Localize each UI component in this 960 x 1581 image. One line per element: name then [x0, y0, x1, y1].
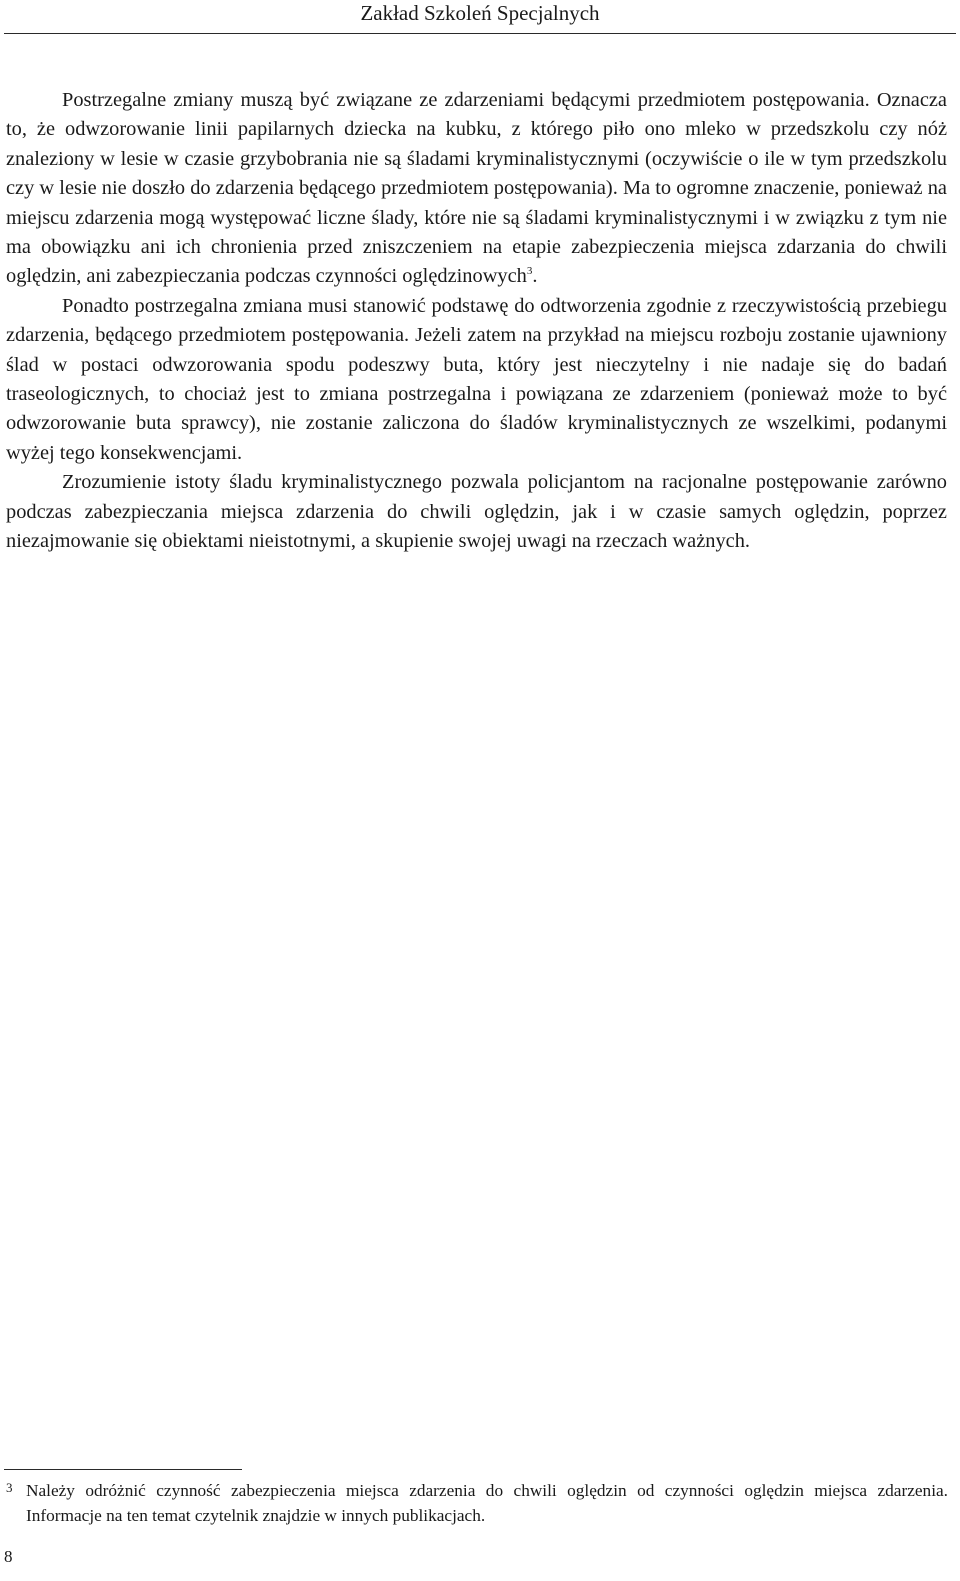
paragraph-text: Postrzegalne zmiany muszą być związane ze zdarzeniami będącymi przedmiotem postępowania. Oznacza to, że odwzorowanie linii papilarnych dziecka na kubku, z którego piło ono mleko w przedszkolu czy nóż znaleziony w lesie w czasie grzybobrania nie są śladami kryminalistycznymi (oczywiście o ile w tym przedszkolu czy w lesie nie doszło do zdarzenia będącego przedmiotem postępowania). Ma to ogromne znaczenie, ponieważ na miejscu zdarzenia mogą występować liczne ślady, które nie są śladami kryminalistycznymi i w związku z tym nie ma obowiązku ani ich chronienia przed zniszczeniem na etapie zabezpieczenia miejsca zdarzania do chwili oględzin, ani zabezpieczania podczas czynności oględzinowych [6, 89, 947, 288]
page-number: 8 [4, 1547, 13, 1566]
paragraph: Ponadto postrzegalna zmiana musi stanowić podstawę do odtworzenia zgodnie z rzeczywistością przebiegu zdarzenia, będącego przedmiotem postępowania. Jeżeli zatem na przykład na miejscu rozboju zostanie ujawniony ślad w postaci odwzorowania spodu podeszwy buta, który jest nieczytelny i nie nadaje się do badań traseologicznych, to chociaż jest to zmiana postrzegalna i powiązana ze zdarzeniem (ponieważ może to być odwzorowanie buta sprawcy), nie zostanie zaliczona do śladów kryminalistycznych ze wszelkimi, podanymi wyżej tego konsekwencjami. [6, 294, 947, 464]
paragraph: Zrozumienie istoty śladu kryminalistycznego pozwala policjantom na racjonalne postępowanie zarówno podczas zabezpieczania miejsca zdarzenia do chwili oględzin, jak i w czasie samych oględzin, poprzez niezajmowanie się obiektami nieistotnymi, a skupienie swojej uwagi na rzeczach ważnych. [6, 471, 947, 553]
paragraph [6, 86, 947, 292]
footnote-text: Należy odróżnić czynność zabezpieczenia miejsca zdarzenia do chwili oględzin od czynności oględzin miejsca zdarzenia. Informacje na ten temat czytelnik znajdzie w innych publikacjach. [26, 1481, 948, 1525]
running-header [4, 0, 956, 34]
footnote [6, 1478, 948, 1528]
paragraph-text-tail: . [532, 265, 538, 288]
header-title: Zakład Szkoleń Specjalnych [360, 1, 600, 25]
footnote-reference[interactable]: 3 [526, 265, 533, 278]
footnote-separator [4, 1469, 242, 1470]
body-text [6, 86, 947, 557]
footnote-number: 3 [6, 1480, 13, 1495]
